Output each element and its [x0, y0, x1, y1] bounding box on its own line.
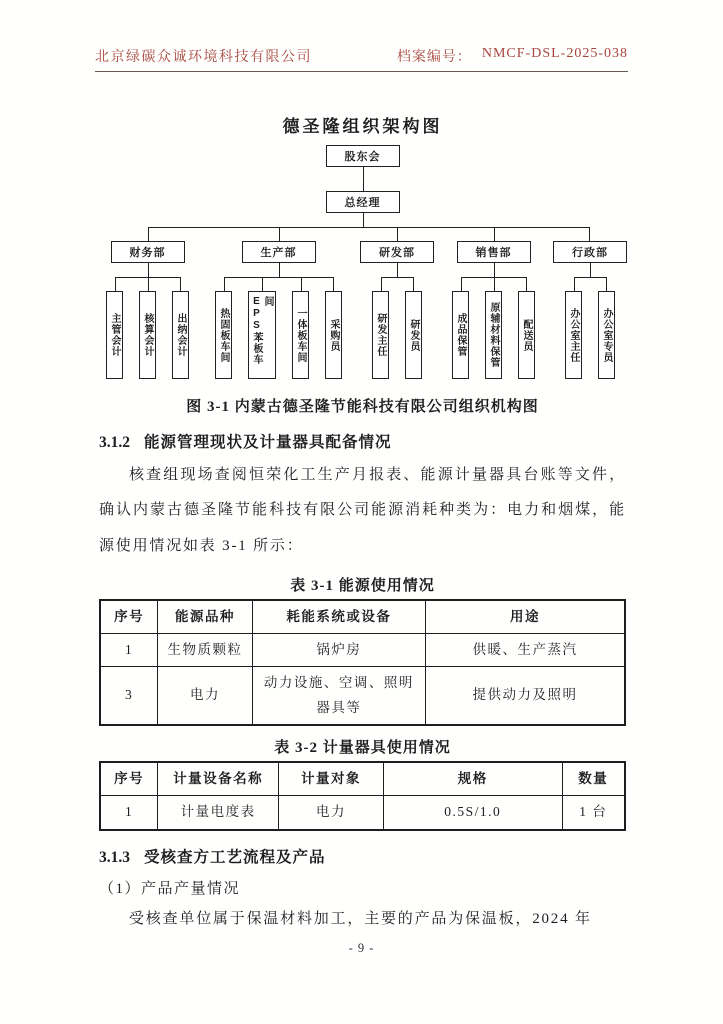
- section-title: 受核查方工艺流程及产品: [144, 848, 326, 866]
- table-cell: 1: [100, 634, 158, 667]
- orgchart-leaf: [131, 277, 164, 379]
- table-header-cell: 能源品种: [158, 600, 253, 634]
- orgchart-node-root: [83, 145, 642, 379]
- orgchart-leaf: [397, 277, 430, 379]
- table-metering-devices: [99, 761, 626, 831]
- table-cell: 供暖、生产蒸汽: [426, 634, 626, 667]
- orgchart-box-role: 热固板车间: [215, 291, 232, 379]
- orgchart-box-role: 核算会计: [139, 291, 156, 379]
- table-cell: 电力: [158, 667, 253, 725]
- orgchart-leaf: [590, 277, 623, 379]
- table-header-cell: 序号: [100, 600, 158, 634]
- table-cell: 动力设施、空调、照明器具等: [252, 667, 425, 725]
- subsection-heading: （1）产品产量情况: [99, 880, 241, 897]
- orgchart-box-role: 配送员: [518, 291, 535, 379]
- orgchart: [99, 145, 626, 379]
- table-cell: 电力: [279, 796, 384, 830]
- table-header-row: [100, 762, 625, 796]
- table-cell: 3: [100, 667, 158, 725]
- table-cell: 锅炉房: [252, 634, 425, 667]
- orgchart-dept-sales: [439, 227, 548, 379]
- body-paragraph: 核查组现场查阅恒荣化工生产月报表、能源计量器具台账等文件，确认内蒙古德圣隆节能科技有限公司能源消耗种类为：电力和烟煤，能源使用情况如表 3-1 所示：: [99, 467, 626, 554]
- orgchart-box-dept: 财务部: [111, 241, 185, 263]
- page-number: - 9 -: [348, 941, 375, 955]
- section-title: 能源管理现状及计量器具配备情况: [144, 434, 392, 451]
- orgchart-leaf: [364, 277, 397, 379]
- orgchart-box-shareholders: 股东会: [326, 145, 400, 167]
- orgchart-box-manager: 总经理: [326, 191, 400, 213]
- table-cell: 计量电度表: [158, 796, 279, 830]
- section-heading-312: [99, 430, 626, 452]
- orgchart-dept-finance: [93, 227, 202, 379]
- orgchart-box-role: 研发主任: [372, 291, 389, 379]
- orgchart-leaf: [207, 277, 240, 379]
- orgchart-title: 德圣隆组织架构图: [282, 117, 443, 136]
- orgchart-box-role: 一体板车间: [292, 291, 309, 379]
- page-header: [95, 46, 628, 72]
- table-header-cell: 序号: [100, 762, 158, 796]
- orgchart-box-role: 出纳会计: [172, 291, 189, 379]
- table-cell: 提供动力及照明: [426, 667, 626, 725]
- orgchart-box-role: 原辅材料保管: [485, 291, 502, 379]
- orgchart-node-manager: [88, 191, 637, 379]
- document-content: [99, 108, 626, 939]
- archive-label: 档案编号：: [396, 50, 472, 65]
- table-header-cell: 规格: [384, 762, 563, 796]
- orgchart-box-role: 研发员: [405, 291, 422, 379]
- table-row: [100, 634, 625, 667]
- orgchart-leaf: [240, 277, 284, 379]
- table-row: [100, 796, 625, 830]
- orgchart-leaf: [317, 277, 350, 379]
- table-header-cell: 计量设备名称: [158, 762, 279, 796]
- orgchart-box-dept: 销售部: [457, 241, 531, 263]
- archive-number: NMCF-DSL-2025-038: [481, 46, 628, 61]
- orgchart-leaf: [98, 277, 131, 379]
- table-cell: 1 台: [562, 796, 625, 830]
- orgchart-leaf: [510, 277, 543, 379]
- orgchart-leaf: [477, 277, 510, 379]
- orgchart-leaf: [164, 277, 197, 379]
- table-energy-use: [99, 599, 626, 726]
- orgchart-box-dept: 行政部: [553, 241, 627, 263]
- body-paragraph: 受核查单位属于保温材料加工，主要的产品为保温板，2024 年: [129, 910, 592, 927]
- table-row: [100, 667, 625, 725]
- orgchart-box-role: 主管会计: [106, 291, 123, 379]
- figure-caption: 图 3-1 内蒙古德圣隆节能科技有限公司组织机构图: [186, 399, 539, 415]
- orgchart-leaf: [444, 277, 477, 379]
- company-name: 北京绿碳众诚环境科技有限公司: [95, 50, 312, 65]
- orgchart-dept-admin: [548, 227, 632, 379]
- table1-title: 表 3-1 能源使用情况: [290, 577, 435, 594]
- orgchart-box-role: 成品保管: [452, 291, 469, 379]
- orgchart-dept-production: [202, 227, 355, 379]
- table-header-cell: 耗能系统或设备: [252, 600, 425, 634]
- table-header-cell: 计量对象: [279, 762, 384, 796]
- orgchart-box-role: 办公室主任: [565, 291, 582, 379]
- section-number: 3.1.3: [99, 848, 130, 866]
- orgchart-box-role: 采购员: [325, 291, 342, 379]
- table-cell: 0.5S/1.0: [384, 796, 563, 830]
- archive-number-group: [397, 46, 628, 66]
- section-heading-313: [99, 845, 626, 867]
- orgchart-leaf: [557, 277, 590, 379]
- orgchart-box-role: EPS苯板车间: [248, 291, 276, 379]
- table-cell: 生物质颗粒: [158, 634, 253, 667]
- orgchart-box-role: 办公室专员: [598, 291, 615, 379]
- orgchart-leaf: [284, 277, 317, 379]
- orgchart-dept-rnd: [355, 227, 439, 379]
- table-cell: 1: [100, 796, 158, 830]
- table-header-cell: 数量: [562, 762, 625, 796]
- orgchart-box-dept: 生产部: [242, 241, 316, 263]
- table2-title: 表 3-2 计量器具使用情况: [274, 739, 451, 756]
- table-header-row: [100, 600, 625, 634]
- section-number: 3.1.2: [99, 434, 130, 451]
- orgchart-box-dept: 研发部: [360, 241, 434, 263]
- table-header-cell: 用途: [426, 600, 626, 634]
